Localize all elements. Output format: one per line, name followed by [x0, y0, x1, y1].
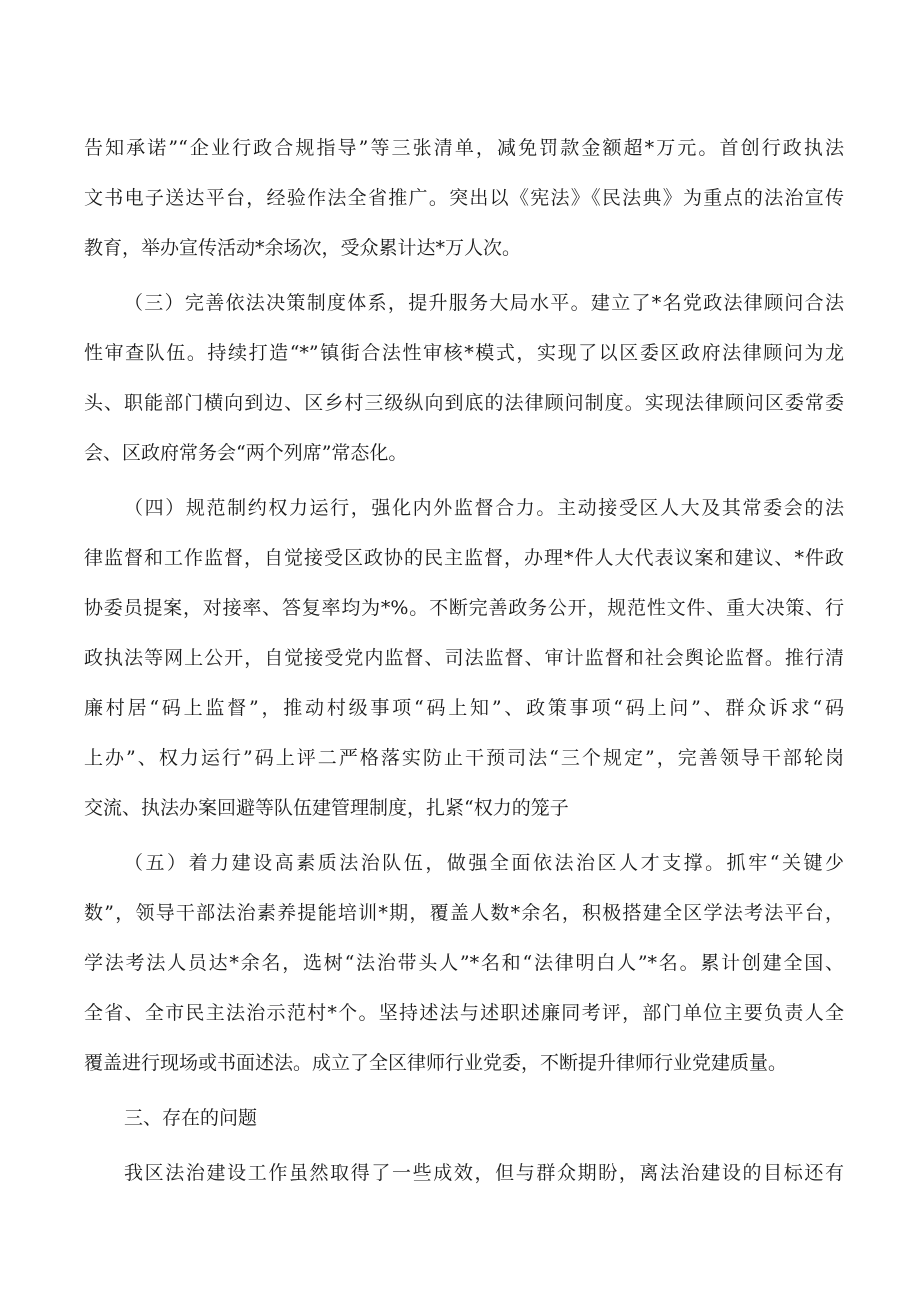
text-line: 会、区政府常务会“两个列席”常态化。	[84, 442, 408, 464]
text-line: 教育，举办宣传活动*余场次，受众累计达*万人次。	[84, 237, 522, 259]
text-line: 政执法等网上公开，自觉接受党内监督、司法监督、审计监督和社会舆论监督。推行清	[84, 647, 844, 669]
text-line: 协委员提案，对接率、答复率均为*%。不断完善政务公开，规范性文件、重大决策、行	[84, 597, 844, 619]
text-line: 文书电子送达平台，经验作法全省推广。突出以《宪法》《民法典》为重点的法治宣传	[84, 187, 844, 209]
text-line: 我区法治建设工作虽然取得了一些成效，但与群众期盼，离法治建设的目标还有	[124, 1162, 844, 1184]
section-heading-three: （三）完善依法决策制度体系，提升服务大局水平。建立了*名党政法律顾问合法	[124, 292, 844, 314]
text-line: 律监督和工作监督，自觉接受区政协的民主监督，办理*件人大代表议案和建议、*件政	[84, 547, 844, 569]
section-heading-five: （五）着力建设高素质法治队伍，做强全面依法治区人才支撑。抓牢“关键少	[124, 852, 844, 874]
text-line: 覆盖进行现场或书面述法。成立了全区律师行业党委，不断提升律师行业党建质量。	[84, 1052, 788, 1074]
text-line: 性审查队伍。持续打造“*”镇街合法性审核*模式，实现了以区委区政府法律顾问为龙	[84, 342, 844, 364]
section-heading-four: （四）规范制约权力运行，强化内外监督合力。主动接受区人大及其常委会的法	[124, 497, 844, 519]
text-line: 交流、执法办案回避等队伍建管理制度，扎紧“权力的笼子	[84, 797, 569, 819]
text-line: 廉村居“码上监督”，推动村级事项“码上知”、政策事项“码上问”、群众诉求“码	[84, 697, 844, 719]
text-line: 上办”、权力运行”码上评二严格落实防止干预司法“三个规定”，完善领导干部轮岗	[84, 747, 844, 769]
text-line: 学法考法人员达*余名，选树“法治带头人”*名和“法律明白人”*名。累计创建全国、	[84, 952, 844, 974]
chapter-heading: 三、存在的问题	[124, 1107, 258, 1129]
text-line: 头、职能部门横向到边、区乡村三级纵向到底的法律顾问制度。实现法律顾问区委常委	[84, 392, 844, 414]
text-line: 告知承诺”“企业行政合规指导”等三张清单，减免罚款金额超*万元。首创行政执法	[84, 137, 844, 159]
text-line: 数”，领导干部法治素养提能培训*期，覆盖人数*余名，积极搭建全区学法考法平台，	[84, 902, 844, 924]
text-line: 全省、全市民主法治示范村*个。坚持述法与述职述廉同考评，部门单位主要负责人全	[84, 1002, 844, 1024]
